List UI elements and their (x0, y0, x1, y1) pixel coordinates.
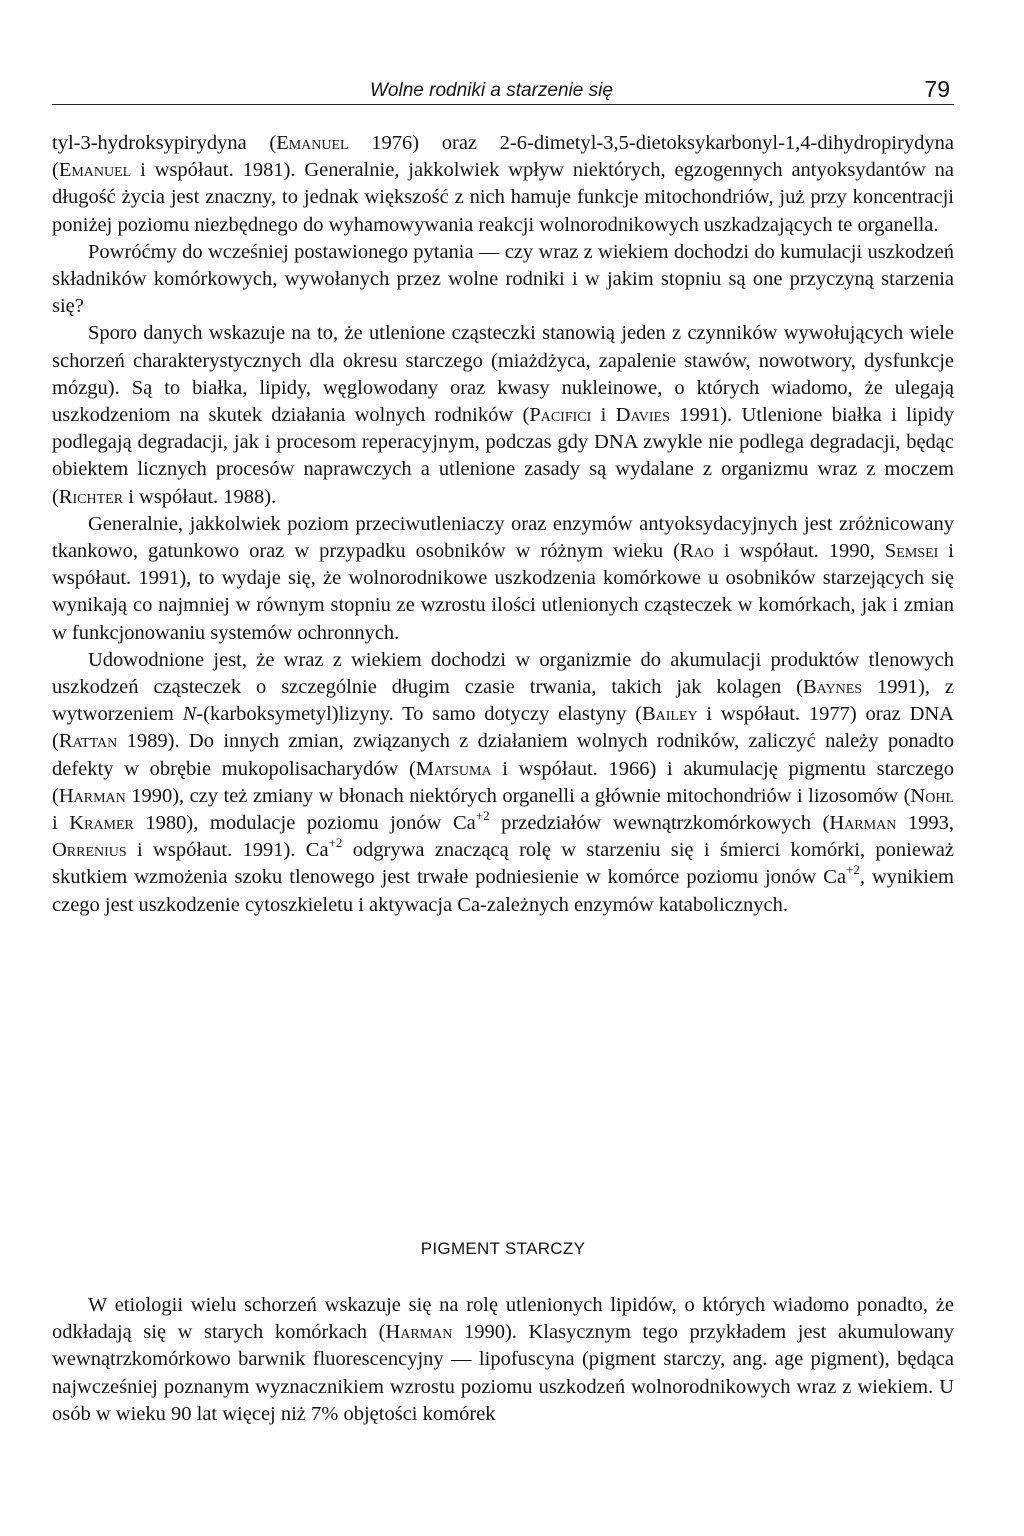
italic-text: N (182, 703, 197, 726)
citation-author: Richter (58, 485, 124, 508)
text-run: 1980), modulacje poziomu jonów Ca (133, 812, 476, 835)
paragraph (52, 511, 954, 647)
citation-author: Harman (829, 812, 897, 835)
page-number: 79 (924, 76, 950, 102)
section-text (52, 1292, 954, 1428)
citation-author: Emanuel (276, 132, 349, 154)
section-heading: PIGMENT STARCZY (420, 1239, 586, 1258)
text-run: Generalnie, jakkolwiek poziom przeciwutleniaczy oraz enzymów antyoksydacyjnych jest zróżnicowany tkankowo, gatunkowo oraz w przypadku osobników w różnym wieku ( (52, 512, 954, 563)
text-run: , wynikiem czego jest uszkodzenie cytoszkieletu i aktywacja Ca-zależnych enzymów katabolicznych. (52, 866, 954, 916)
text-run: Powróćmy do wcześniej postawionego pytania — czy wraz z wiekiem dochodzi do kumulacji uszkodzeń składników komórkowych, wywołanych przez wolne rodniki i w jakim stopniu są one przyczyną starzenia się? (52, 240, 954, 318)
text-run: -(karboksymetyl)lizyny. To samo dotyczy elastyny ( (196, 703, 642, 726)
body-text (52, 130, 954, 919)
text-run: 1991). Utlenione białka i lipidy podlegają degradacji, jak i procesom reperacyjnym, podczas gdy DNA zwykle nie podlega degradacji, będąc obiektem licznych procesów naprawczych a utlenione zasady są wydalane z organizmu wraz z moczem ( (52, 404, 954, 508)
citation-author: Rattan (58, 730, 118, 753)
text-run: 1991), z wytworzeniem (52, 676, 954, 726)
paragraph (52, 130, 954, 239)
citation-author: Kramer (69, 812, 134, 835)
superscript: +2 (475, 808, 490, 824)
text-run: tyl-3-hydroksypirydyna ( (52, 132, 277, 154)
citation-author: Emanuel (58, 159, 132, 182)
paragraph (52, 647, 954, 919)
running-title: Wolne rodniki a starzenie się (370, 80, 613, 101)
text-run: i współaut. 1977) oraz DNA ( (52, 703, 954, 753)
paragraph (52, 320, 954, 510)
paragraph (52, 1292, 954, 1428)
text-run: i (591, 404, 616, 427)
citation-author: Semsei (884, 540, 939, 563)
text-run: i współaut. 1966) i akumulację pigmentu starczego ( (52, 757, 954, 807)
text-run: 1990), czy też zmiany w błonach niektórych organelli a głównie mitochondriów i lizosomów ( (125, 784, 911, 807)
text-run: i współaut. 1991), to wydaje się, że wolnorodnikowe uszkodzenia komórkowe u osobników starzejących się wynikają co najmniej w równym stopniu ze wzrostu ilości utlenionych cząsteczek w komórkach, jak i zmian w funkcjonowaniu systemów ochronnych. (52, 540, 954, 644)
text-run: 1993, (896, 812, 954, 835)
citation-author: Orrenius (52, 839, 127, 862)
text-run: Sporo danych wskazuje na to, że utlenione cząsteczki stanowią jeden z czynników wywołujących wiele schorzeń charakterystycznych dla okresu starczego (miażdżyca, zapalenie stawów, nowotwory, dysfunkcje mózgu). Są to białka, lipidy, węglowodany oraz kwasy nukleinowe, o których wiadomo, że ulegają uszkodzeniom na skutek działania wolnych rodników ( (52, 322, 954, 427)
citation-author: Harman (385, 1321, 453, 1344)
text-run: i współaut. 1981). Generalnie, jakkolwiek wpływ niektórych, egzogennych antyoksydantów na długość życia jest znaczny, to jednak większość z nich hamuje funkcje mitochondriów, już przy koncentracji poniżej poziomu niezbędnego do wyhamowywania reakcji wolnorodnikowych uszkadzających te organella. (52, 159, 954, 236)
citation-author: Baynes (803, 676, 863, 699)
text-run: i współaut. 1991). Ca (126, 839, 329, 862)
text-run: 1989). Do innych zmian, związanych z działaniem wolnych rodników, zaliczyć należy ponadto defekty w obrębie mukopolisacharydów ( (52, 730, 954, 780)
paragraph (52, 239, 954, 321)
citation-author: Pacifici (529, 404, 592, 427)
text-run: W etiologii wielu schorzeń wskazuje się na rolę utlenionych lipidów, o których wiadomo ponadto, że odkładają się w starych komórkach ( (52, 1294, 954, 1344)
text-run: 1990). Klasycznym tego przykładem jest akumulowany wewnątrzkomórkowo barwnik fluorescencyjny — lipofuscyna (pigment starczy, ang. age pigment), będąca najwcześniej poznanym wyznacznikiem wzrostu poziomu uszkodzeń wolnorodnikowych wraz z wiekiem. U osób w wieku 90 lat więcej niż 7% objętości komórek (52, 1321, 954, 1425)
text-run: przedziałów wewnątrzkomórkowych ( (489, 812, 830, 835)
citation-author: Nohl (910, 784, 954, 807)
citation-author: Harman (58, 784, 126, 807)
citation-author: Rao (680, 540, 714, 563)
text-run: i (52, 812, 70, 835)
superscript: +2 (846, 862, 860, 878)
text-run: 1976) oraz 2-6-dimetyl-3,5-dietoksykarbonyl-1,4-dihydropirydyna ( (52, 132, 954, 182)
text-run: odgrywa znaczącą rolę w starzeniu się i śmierci komórki, ponieważ skutkiem wzmożenia szoku tlenowego jest trwałe podniesienie w komórce poziomu jonów Ca (52, 839, 954, 889)
superscript: +2 (328, 835, 343, 851)
citation-author: Bailey (641, 703, 698, 726)
running-header (52, 76, 954, 105)
text-run: i współaut. 1988). (123, 485, 277, 508)
citation-author: Davies (615, 404, 670, 427)
text-run: i współaut. 1990, (713, 540, 885, 563)
text-run: Udowodnione jest, że wraz z wiekiem dochodzi w organizmie do akumulacji produktów tlenowych uszkodzeń cząsteczek o szczególnie długim czasie trwania, takich jak kolagen ( (52, 648, 954, 699)
citation-author: Matsuma (415, 757, 492, 780)
